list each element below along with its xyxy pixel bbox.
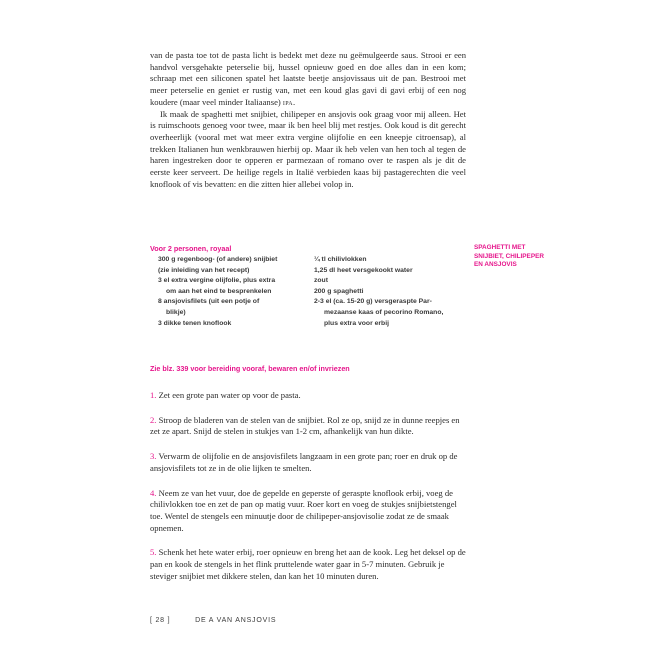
ingredient-line: ¼ tl chilivlokken bbox=[314, 256, 367, 263]
ingredient-line: 300 g regenboog- (of andere) snijbiet bbox=[158, 256, 278, 263]
ingredients-right-column bbox=[314, 255, 474, 329]
page-number: [ 28 ] bbox=[150, 617, 171, 624]
intro-text bbox=[150, 50, 466, 190]
step-number: 4. bbox=[150, 487, 157, 498]
step-5 bbox=[150, 547, 466, 582]
ingredient-line: (zie inleiding van het recept) bbox=[158, 266, 250, 274]
step-text: Zet een grote pan water op voor de pasta. bbox=[158, 390, 301, 400]
step-text: Stroop de bladeren van de stelen van de snijbiet. Rol ze op, snijd ze in dunne reepjes en zet ze apart. Snijd de stelen in stukjes van 1-2 cm, afhankelijk van hun dikte. bbox=[150, 414, 460, 437]
step-number: 1. bbox=[150, 390, 157, 400]
ingredient-line: 8 ansjovisfilets (uit een potje of bbox=[158, 298, 260, 306]
intro-paragraph-2: Ik maak de spaghetti met snijbiet, chilipeper en ansjovis ook graag voor mij alleen. Het is ruimschoots genoeg voor twee, maar ik ben heel blij met restjes. Ook koud is dit gerecht overheerlijk (vooral met wat meer extra vergine olijfolie en een kneepje citroensap), al trekken Italianen hun wenkbrauwen hierbij op. Maar ik heb velen van hen toch al tegen de haren ingestreken door te opperen er parmezaan of romano over te raspen als je dit de eerste keer serveert. De heilige regels in Italië verbieden kaas bij pastagerechten die veel knoflook of vis bevatten: en die zitten hier allebei volop in. bbox=[150, 108, 466, 189]
step-2 bbox=[150, 415, 466, 438]
step-number: 5. bbox=[150, 547, 157, 558]
ingredient-line: 200 g spaghetti bbox=[314, 287, 364, 295]
ingredient-line: mezaanse kaas of pecorino Romano, bbox=[324, 308, 444, 316]
ingredients-heading: Voor 2 personen, royaal bbox=[150, 244, 232, 253]
prep-note: Zie blz. 339 voor bereiding vooraf, bewaren en/of invriezen bbox=[150, 364, 350, 373]
step-text: Verwarm de olijfolie en de ansjovisfilets langzaam in een grote pan; roer en druk op de ansjovisfilets tot ze in de olie lijken te smelten. bbox=[150, 451, 458, 473]
ipa-text: ipa bbox=[282, 96, 293, 107]
intro-paragraph-1-end: . bbox=[292, 96, 296, 107]
step-4 bbox=[150, 488, 466, 535]
ingredient-line: 3 dikke tenen knoflook bbox=[158, 319, 232, 327]
intro-paragraph-1 bbox=[150, 50, 466, 109]
method-steps bbox=[150, 390, 466, 595]
recipe-sidebar-title: SPAGHETTI MET SNIJBIET, CHILIPEPER EN ANSJOVIS bbox=[474, 244, 544, 269]
step-text: Schenk het hete water erbij, roer opnieuw en breng het aan de kook. Leg het deksel op de pan en kook de stengels in het flink pruttelende water gaar in 5-7 minuten. Gebruik je steviger snijbiet met dikkere stelen, dan kan het 10 minuten duren. bbox=[150, 547, 466, 581]
ingredients-left-column bbox=[150, 255, 310, 329]
section-title: DE A VAN ANSJOVIS bbox=[195, 617, 277, 624]
step-3 bbox=[150, 451, 466, 474]
ingredient-line: om aan het eind te besprenkelen bbox=[166, 287, 272, 295]
step-1 bbox=[150, 390, 466, 402]
step-number: 3. bbox=[150, 451, 157, 462]
page-footer bbox=[150, 617, 276, 624]
step-number: 2. bbox=[150, 414, 157, 425]
ingredient-line: 3 el extra vergine olijfolie, plus extra bbox=[158, 277, 276, 285]
ingredient-line: zout bbox=[314, 277, 328, 285]
ingredient-line: 1,25 dl heet versgekookt water bbox=[314, 266, 413, 274]
ingredient-line: blikje) bbox=[166, 308, 186, 316]
ingredient-line: 2-3 el (ca. 15-20 g) versgeraspte Par- bbox=[314, 298, 432, 306]
intro-paragraph-1-text: van de pasta toe tot de pasta licht is bedekt met deze nu geëmulgeerde saus. Strooi er een handvol versgehakte peterselie bij, hussel opnieuw goed en doe alles dan in een kom; schraap met een siliconen spatel het laatste beetje ansjovissaus uit de pan. Bestrooi met meer peterselie en geniet er rustig van, met een koud glas gavi di gavi erbij of een nog koudere (maar veel minder Italiaanse) bbox=[150, 50, 466, 107]
ingredient-line: plus extra voor erbij bbox=[324, 319, 389, 327]
step-text: Neem ze van het vuur, doe de gepelde en geperste of geraspte knoflook erbij, voeg de chilivlokken toe en zet de pan op matig vuur. Roer kort en voeg de stukjes snijbietstengel toe. Wentel de stengels een minuutje door de chilipeper-ansjovisolie zodat ze de smaak opnemen. bbox=[150, 487, 457, 533]
